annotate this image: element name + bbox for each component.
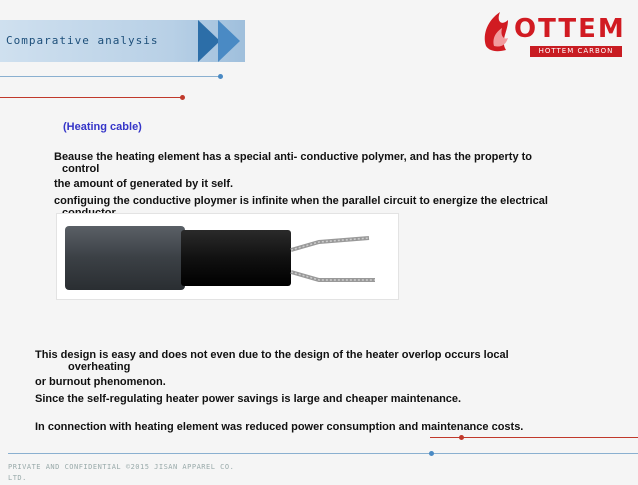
divider-dot (180, 95, 185, 100)
footer-line: LTD. (8, 474, 27, 482)
intro-line: configuing the conductive ploymer is infinite when the parallel circuit to energize the electrical (54, 195, 548, 207)
intro-line: Beause the heating element has a special anti- conductive polymer, and has the property to (54, 151, 533, 163)
intro-line: the amount of generated by it self. (54, 178, 234, 190)
heating-cable-photo (56, 213, 399, 300)
body-line: Since the self-regulating heater power savings is large and cheaper maintenance. (35, 393, 462, 405)
divider-line (0, 97, 182, 98)
body-line: overheating (68, 361, 131, 373)
divider-dot (218, 74, 223, 79)
footer-text (8, 460, 234, 485)
body-line: In connection with heating element was reduced power consumption and maintenance costs. (35, 421, 524, 433)
page-title: Comparative analysis (6, 34, 159, 47)
body-line: or burnout phenomenon. (35, 376, 166, 388)
divider-dot (459, 435, 464, 440)
cable-illustration-icon (57, 214, 398, 299)
body-line: This design is easy and does not even due to the design of the heater overlop occurs local (35, 349, 509, 361)
header-chevron (218, 20, 240, 62)
logo-subtitle: HOTTEM CARBON (530, 46, 622, 57)
divider-dot (429, 451, 434, 456)
intro-line: control (62, 163, 100, 175)
section-heading: (Heating cable) (63, 121, 142, 133)
header-chevron (198, 20, 220, 62)
logo-wordmark: OTTEM (514, 14, 626, 44)
divider-line (8, 453, 638, 454)
footer-line: PRIVATE AND CONFIDENTIAL ©2015 JISAN APPAREL CO. (8, 463, 235, 471)
divider-line (0, 76, 220, 77)
